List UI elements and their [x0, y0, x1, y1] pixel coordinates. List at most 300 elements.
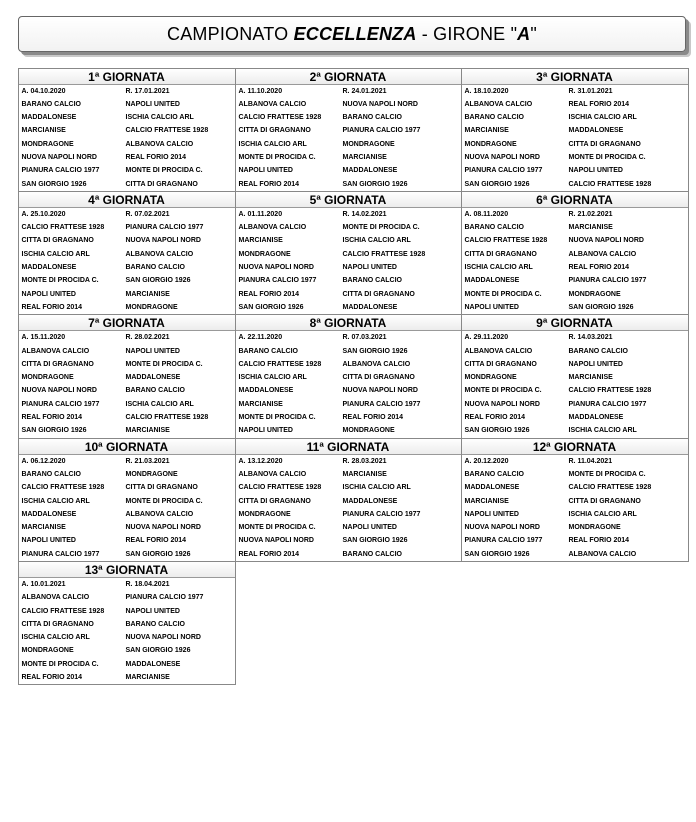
round-block — [461, 191, 689, 315]
away-team: MONDRAGONE — [342, 427, 395, 435]
away-team: CITTA DI GRAGNANO — [568, 140, 641, 148]
andata-date: A. 04.10.2020 — [21, 87, 66, 95]
away-team: MADDALONESE — [342, 167, 398, 175]
away-team: SAN GIORGIO 1926 — [125, 277, 191, 285]
home-team: PIANURA CALCIO 1977 — [21, 400, 100, 408]
match-row — [462, 288, 688, 301]
home-team: ISCHIA CALCIO ARL — [238, 140, 307, 148]
home-team: PIANURA CALCIO 1977 — [21, 167, 100, 175]
andata-date: A. 22.11.2020 — [238, 334, 283, 342]
away-team: MARCIANISE — [125, 674, 170, 682]
round-dates — [236, 85, 461, 98]
home-team: REAL FORIO 2014 — [238, 290, 300, 298]
away-team: ISCHIA CALCIO ARL — [568, 114, 637, 122]
match-row — [462, 261, 688, 274]
match-row — [19, 521, 235, 534]
title-end: " — [530, 24, 537, 44]
round-block — [235, 314, 462, 438]
away-team: ALBANOVA CALCIO — [125, 250, 194, 258]
home-team: MONDRAGONE — [21, 647, 74, 655]
match-row — [462, 138, 688, 151]
match-row — [19, 508, 235, 521]
round-block — [461, 438, 689, 562]
home-team: CITTA DI GRAGNANO — [464, 250, 537, 258]
match-row — [236, 248, 461, 261]
away-team: ALBANOVA CALCIO — [568, 550, 637, 558]
away-team: MADDALONESE — [568, 127, 624, 135]
match-row — [19, 618, 235, 631]
andata-date: A. 29.11.2020 — [464, 334, 509, 342]
round-block — [18, 314, 236, 438]
away-team: SAN GIORGIO 1926 — [125, 647, 191, 655]
match-row — [462, 111, 688, 124]
match-row — [462, 274, 688, 287]
match-row — [19, 548, 235, 561]
away-team: PIANURA CALCIO 1977 — [568, 400, 647, 408]
home-team: CITTA DI GRAGNANO — [21, 237, 94, 245]
ritorno-date: R. 31.01.2021 — [568, 87, 613, 95]
andata-date: A. 15.11.2020 — [21, 334, 66, 342]
round-title: 10ª GIORNATA — [19, 439, 235, 455]
away-team: NAPOLI UNITED — [125, 607, 180, 615]
home-team: ALBANOVA CALCIO — [464, 347, 533, 355]
round-dates — [236, 455, 461, 468]
away-team: MADDALONESE — [342, 303, 398, 311]
home-team: BARANO CALCIO — [464, 470, 524, 478]
away-team: MARCIANISE — [342, 470, 387, 478]
andata-date: A. 06.12.2020 — [21, 457, 66, 465]
match-row — [236, 151, 461, 164]
home-team: NAPOLI UNITED — [238, 167, 293, 175]
round-block — [18, 561, 236, 685]
away-team: MADDALONESE — [342, 497, 398, 505]
home-team: SAN GIORGIO 1926 — [464, 550, 530, 558]
match-row — [236, 288, 461, 301]
ritorno-date: R. 07.03.2021 — [342, 334, 387, 342]
away-team: NUOVA NAPOLI NORD — [125, 634, 201, 642]
away-team: CITTA DI GRAGNANO — [125, 180, 198, 188]
round-block — [18, 191, 236, 315]
andata-date: A. 08.11.2020 — [464, 210, 509, 218]
match-row — [462, 411, 688, 424]
match-row — [462, 301, 688, 314]
round-block — [461, 68, 689, 192]
match-row — [462, 178, 688, 191]
page-title — [18, 16, 686, 52]
home-team: MADDALONESE — [21, 114, 77, 122]
round-block — [461, 314, 689, 438]
match-row — [19, 591, 235, 604]
match-row — [236, 424, 461, 437]
away-team: CITTA DI GRAGNANO — [568, 497, 641, 505]
home-team: MARCIANISE — [464, 497, 509, 505]
home-team: CALCIO FRATTESE 1928 — [21, 224, 105, 232]
home-team: MADDALONESE — [464, 484, 520, 492]
match-row — [236, 481, 461, 494]
round-title: 5ª GIORNATA — [236, 192, 461, 208]
away-team: MONTE DI PROCIDA C. — [125, 167, 203, 175]
away-team: CALCIO FRATTESE 1928 — [342, 250, 426, 258]
ritorno-date: R. 17.01.2021 — [125, 87, 170, 95]
home-team: SAN GIORGIO 1926 — [21, 427, 87, 435]
andata-date: A. 18.10.2020 — [464, 87, 509, 95]
match-row — [236, 221, 461, 234]
round-block — [235, 438, 462, 562]
away-team: ALBANOVA CALCIO — [568, 250, 637, 258]
round-dates — [236, 331, 461, 344]
round-title: 2ª GIORNATA — [236, 69, 461, 85]
away-team: MADDALONESE — [568, 414, 624, 422]
home-team: MONDRAGONE — [464, 374, 517, 382]
home-team: CITTA DI GRAGNANO — [21, 360, 94, 368]
match-row — [462, 384, 688, 397]
fixtures-grid — [18, 68, 688, 685]
away-team: MONDRAGONE — [568, 290, 621, 298]
match-row — [236, 521, 461, 534]
match-row — [19, 288, 235, 301]
match-row — [462, 548, 688, 561]
match-row — [462, 124, 688, 137]
away-team: MONDRAGONE — [342, 140, 395, 148]
match-row — [19, 261, 235, 274]
home-team: BARANO CALCIO — [238, 347, 298, 355]
round-title: 3ª GIORNATA — [462, 69, 688, 85]
home-team: CALCIO FRATTESE 1928 — [238, 360, 322, 368]
home-team: NAPOLI UNITED — [464, 510, 519, 518]
home-team: BARANO CALCIO — [21, 470, 81, 478]
round-title: 9ª GIORNATA — [462, 315, 688, 331]
match-row — [19, 371, 235, 384]
away-team: BARANO CALCIO — [125, 264, 185, 272]
away-team: NAPOLI UNITED — [568, 167, 623, 175]
away-team: PIANURA CALCIO 1977 — [125, 224, 204, 232]
match-row — [462, 424, 688, 437]
away-team: NAPOLI UNITED — [568, 360, 623, 368]
home-team: SAN GIORGIO 1926 — [238, 303, 304, 311]
home-team: CITTA DI GRAGNANO — [238, 497, 311, 505]
home-team: ISCHIA CALCIO ARL — [21, 634, 90, 642]
home-team: MONTE DI PROCIDA C. — [238, 524, 316, 532]
away-team: BARANO CALCIO — [342, 277, 402, 285]
match-row — [236, 398, 461, 411]
away-team: SAN GIORGIO 1926 — [568, 303, 634, 311]
home-team: CALCIO FRATTESE 1928 — [464, 237, 548, 245]
home-team: ALBANOVA CALCIO — [21, 594, 90, 602]
home-team: NUOVA NAPOLI NORD — [21, 387, 97, 395]
away-team: SAN GIORGIO 1926 — [125, 550, 191, 558]
home-team: MONTE DI PROCIDA C. — [21, 277, 99, 285]
away-team: CALCIO FRATTESE 1928 — [568, 180, 652, 188]
match-row — [19, 151, 235, 164]
round-dates — [19, 331, 235, 344]
home-team: REAL FORIO 2014 — [21, 303, 83, 311]
match-row — [19, 221, 235, 234]
away-team: MONTE DI PROCIDA C. — [125, 360, 203, 368]
home-team: BARANO CALCIO — [21, 100, 81, 108]
match-row — [236, 468, 461, 481]
home-team: REAL FORIO 2014 — [464, 414, 526, 422]
match-row — [19, 301, 235, 314]
home-team: PIANURA CALCIO 1977 — [464, 167, 543, 175]
round-title: 12ª GIORNATA — [462, 439, 688, 455]
match-row — [19, 164, 235, 177]
match-row — [19, 671, 235, 684]
home-team: MONDRAGONE — [464, 140, 517, 148]
match-row — [462, 468, 688, 481]
home-team: MONTE DI PROCIDA C. — [464, 290, 542, 298]
away-team: PIANURA CALCIO 1977 — [125, 594, 204, 602]
home-team: NAPOLI UNITED — [238, 427, 293, 435]
home-team: ISCHIA CALCIO ARL — [238, 374, 307, 382]
match-row — [462, 521, 688, 534]
match-row — [462, 151, 688, 164]
round-title: 1ª GIORNATA — [19, 69, 235, 85]
match-row — [462, 534, 688, 547]
home-team: MONTE DI PROCIDA C. — [21, 660, 99, 668]
home-team: CALCIO FRATTESE 1928 — [21, 607, 105, 615]
home-team: MONDRAGONE — [238, 510, 291, 518]
match-row — [19, 384, 235, 397]
round-dates — [236, 208, 461, 221]
round-title: 8ª GIORNATA — [236, 315, 461, 331]
match-row — [462, 398, 688, 411]
round-title: 11ª GIORNATA — [236, 439, 461, 455]
away-team: PIANURA CALCIO 1977 — [342, 510, 421, 518]
away-team: NAPOLI UNITED — [342, 264, 397, 272]
match-row — [462, 508, 688, 521]
away-team: CITTA DI GRAGNANO — [342, 290, 415, 298]
match-row — [19, 345, 235, 358]
match-row — [462, 234, 688, 247]
home-team: MONTE DI PROCIDA C. — [464, 387, 542, 395]
away-team: MONDRAGONE — [125, 470, 178, 478]
home-team: NUOVA NAPOLI NORD — [238, 264, 314, 272]
ritorno-date: R. 21.03.2021 — [125, 457, 170, 465]
home-team: ALBANOVA CALCIO — [464, 100, 533, 108]
home-team: NAPOLI UNITED — [21, 290, 76, 298]
home-team: MONDRAGONE — [21, 140, 74, 148]
away-team: MONTE DI PROCIDA C. — [125, 497, 203, 505]
match-row — [19, 468, 235, 481]
away-team: MONTE DI PROCIDA C. — [568, 153, 646, 161]
home-team: REAL FORIO 2014 — [238, 180, 300, 188]
match-row — [19, 178, 235, 191]
match-row — [236, 301, 461, 314]
title-middle: - GIRONE " — [416, 24, 518, 44]
home-team: MADDALONESE — [464, 277, 520, 285]
home-team: MARCIANISE — [238, 400, 283, 408]
away-team: BARANO CALCIO — [342, 114, 402, 122]
match-row — [236, 261, 461, 274]
match-row — [462, 248, 688, 261]
match-row — [19, 658, 235, 671]
match-row — [19, 234, 235, 247]
home-team: ALBANOVA CALCIO — [238, 100, 307, 108]
match-row — [236, 124, 461, 137]
match-row — [462, 98, 688, 111]
home-team: NUOVA NAPOLI NORD — [21, 153, 97, 161]
round-title: 13ª GIORNATA — [19, 562, 235, 578]
away-team: SAN GIORGIO 1926 — [342, 347, 408, 355]
home-team: MARCIANISE — [238, 237, 283, 245]
away-team: BARANO CALCIO — [342, 550, 402, 558]
away-team: REAL FORIO 2014 — [125, 153, 187, 161]
home-team: CITTA DI GRAGNANO — [464, 360, 537, 368]
ritorno-date: R. 28.02.2021 — [125, 334, 170, 342]
match-row — [236, 138, 461, 151]
match-row — [236, 411, 461, 424]
home-team: NUOVA NAPOLI NORD — [464, 524, 540, 532]
round-dates — [19, 578, 235, 591]
andata-date: A. 10.01.2021 — [21, 581, 66, 588]
away-team: MONDRAGONE — [568, 524, 621, 532]
home-team: NUOVA NAPOLI NORD — [464, 153, 540, 161]
away-team: MARCIANISE — [125, 427, 170, 435]
match-row — [236, 274, 461, 287]
away-team: ISCHIA CALCIO ARL — [568, 510, 637, 518]
home-team: NAPOLI UNITED — [464, 303, 519, 311]
match-row — [19, 358, 235, 371]
home-team: MADDALONESE — [238, 387, 294, 395]
andata-date: A. 25.10.2020 — [21, 210, 66, 218]
home-team: ALBANOVA CALCIO — [238, 470, 307, 478]
title-prefix: CAMPIONATO — [167, 24, 294, 44]
away-team: NUOVA NAPOLI NORD — [342, 100, 418, 108]
round-title: 4ª GIORNATA — [19, 192, 235, 208]
match-row — [19, 274, 235, 287]
match-row — [236, 234, 461, 247]
match-row — [236, 358, 461, 371]
away-team: PIANURA CALCIO 1977 — [568, 277, 647, 285]
home-team: BARANO CALCIO — [464, 114, 524, 122]
home-team: MONTE DI PROCIDA C. — [238, 153, 316, 161]
match-row — [19, 424, 235, 437]
match-row — [19, 411, 235, 424]
round-dates — [19, 85, 235, 98]
ritorno-date: R. 28.03.2021 — [342, 457, 387, 465]
away-team: NAPOLI UNITED — [125, 100, 180, 108]
home-team: ISCHIA CALCIO ARL — [464, 264, 533, 272]
away-team: ALBANOVA CALCIO — [125, 140, 194, 148]
ritorno-date: R. 11.04.2021 — [568, 457, 613, 465]
match-row — [462, 371, 688, 384]
match-row — [462, 358, 688, 371]
home-team: MARCIANISE — [21, 127, 66, 135]
round-title: 6ª GIORNATA — [462, 192, 688, 208]
away-team: ISCHIA CALCIO ARL — [125, 114, 194, 122]
away-team: PIANURA CALCIO 1977 — [342, 400, 421, 408]
match-row — [19, 644, 235, 657]
away-team: CALCIO FRATTESE 1928 — [568, 387, 652, 395]
away-team: ISCHIA CALCIO ARL — [342, 484, 411, 492]
away-team: ISCHIA CALCIO ARL — [342, 237, 411, 245]
home-team: NUOVA NAPOLI NORD — [238, 537, 314, 545]
round-block — [235, 191, 462, 315]
away-team: MARCIANISE — [342, 153, 387, 161]
home-team: MONDRAGONE — [21, 374, 74, 382]
home-team: MONTE DI PROCIDA C. — [238, 414, 316, 422]
home-team: BARANO CALCIO — [464, 224, 524, 232]
round-dates — [462, 455, 688, 468]
home-team: PIANURA CALCIO 1977 — [238, 277, 317, 285]
home-team: ALBANOVA CALCIO — [21, 347, 90, 355]
away-team: REAL FORIO 2014 — [568, 100, 630, 108]
match-row — [236, 178, 461, 191]
round-title: 7ª GIORNATA — [19, 315, 235, 331]
away-team: NUOVA NAPOLI NORD — [125, 237, 201, 245]
away-team: MADDALONESE — [125, 660, 181, 668]
andata-date: A. 13.12.2020 — [238, 457, 283, 465]
round-dates — [462, 85, 688, 98]
ritorno-date: R. 14.02.2021 — [342, 210, 387, 218]
home-team: CITTA DI GRAGNANO — [238, 127, 311, 135]
ritorno-date: R. 18.04.2021 — [125, 581, 170, 588]
away-team: SAN GIORGIO 1926 — [342, 537, 408, 545]
match-row — [236, 111, 461, 124]
match-row — [236, 384, 461, 397]
match-row — [236, 534, 461, 547]
home-team: REAL FORIO 2014 — [21, 674, 83, 682]
away-team: NAPOLI UNITED — [342, 524, 397, 532]
match-row — [19, 398, 235, 411]
away-team: REAL FORIO 2014 — [342, 414, 404, 422]
ritorno-date: R. 14.03.2021 — [568, 334, 613, 342]
home-team: NAPOLI UNITED — [21, 537, 76, 545]
home-team: CALCIO FRATTESE 1928 — [21, 484, 105, 492]
away-team: MARCIANISE — [125, 290, 170, 298]
match-row — [462, 495, 688, 508]
home-team: CALCIO FRATTESE 1928 — [238, 484, 322, 492]
home-team: NUOVA NAPOLI NORD — [464, 400, 540, 408]
match-row — [19, 248, 235, 261]
away-team: MADDALONESE — [125, 374, 181, 382]
away-team: SAN GIORGIO 1926 — [342, 180, 408, 188]
match-row — [19, 98, 235, 111]
home-team: MADDALONESE — [21, 264, 77, 272]
home-team: SAN GIORGIO 1926 — [464, 427, 530, 435]
ritorno-date: R. 24.01.2021 — [342, 87, 387, 95]
home-team: MARCIANISE — [21, 524, 66, 532]
away-team: MONDRAGONE — [125, 303, 178, 311]
home-team: MARCIANISE — [464, 127, 509, 135]
home-team: CITTA DI GRAGNANO — [21, 620, 94, 628]
away-team: NUOVA NAPOLI NORD — [125, 524, 201, 532]
match-row — [462, 221, 688, 234]
andata-date: A. 20.12.2020 — [464, 457, 509, 465]
match-row — [236, 345, 461, 358]
match-row — [462, 481, 688, 494]
home-team: SAN GIORGIO 1926 — [21, 180, 87, 188]
match-row — [236, 164, 461, 177]
round-dates — [19, 455, 235, 468]
away-team: NUOVA NAPOLI NORD — [568, 237, 644, 245]
home-team: REAL FORIO 2014 — [238, 550, 300, 558]
away-team: CALCIO FRATTESE 1928 — [125, 414, 209, 422]
away-team: NUOVA NAPOLI NORD — [342, 387, 418, 395]
away-team: BARANO CALCIO — [568, 347, 628, 355]
home-team: PIANURA CALCIO 1977 — [21, 550, 100, 558]
home-team: ALBANOVA CALCIO — [238, 224, 307, 232]
away-team: REAL FORIO 2014 — [568, 264, 630, 272]
away-team: CALCIO FRATTESE 1928 — [568, 484, 652, 492]
match-row — [462, 345, 688, 358]
title-league: ECCELLENZA — [293, 24, 417, 44]
match-row — [19, 495, 235, 508]
match-row — [19, 631, 235, 644]
home-team: ISCHIA CALCIO ARL — [21, 497, 90, 505]
home-team: SAN GIORGIO 1926 — [464, 180, 530, 188]
away-team: PIANURA CALCIO 1977 — [342, 127, 421, 135]
